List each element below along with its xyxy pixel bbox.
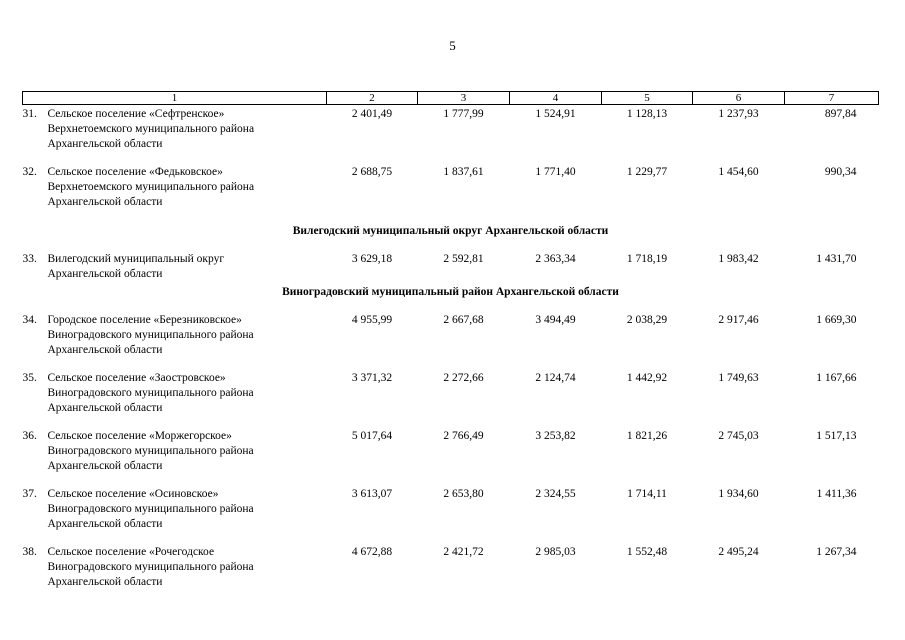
value-cell: 1 237,93	[718, 108, 759, 120]
section-heading: Вилегодский муниципальный округ Архангельской области	[292, 225, 609, 237]
value-cell: 1 749,63	[718, 372, 759, 384]
table-row	[23, 487, 879, 545]
value-cell: 1 167,66	[816, 372, 857, 384]
column-header: 2	[327, 92, 418, 105]
value-cell: 2 038,29	[626, 314, 668, 326]
value-cell: 1 714,11	[627, 488, 667, 500]
settlement-cell	[23, 371, 327, 429]
settlement-cell	[23, 165, 327, 223]
section-heading-row	[23, 284, 879, 313]
table-row	[23, 429, 879, 487]
settlement-cell	[23, 313, 327, 371]
value-cell: 3 494,49	[535, 314, 576, 326]
table-row	[23, 545, 879, 603]
value-cell: 4 672,88	[351, 546, 393, 558]
table-row	[23, 165, 879, 223]
value-cell: 1 837,61	[443, 166, 484, 178]
settlement-cell	[23, 252, 327, 284]
value-cell: 2 653,80	[443, 488, 484, 500]
value-cell: 1 552,48	[626, 546, 668, 558]
value-cell: 1 983,42	[718, 253, 759, 265]
column-header: 5	[602, 92, 693, 105]
row-number: 36.	[22, 430, 37, 442]
value-cell: 3 371,32	[351, 372, 393, 384]
value-cell: 1 934,60	[718, 488, 759, 500]
value-cell: 2 124,74	[535, 372, 576, 384]
column-number-row	[23, 92, 879, 105]
settlement-name: Вилегодский муниципальный округ Архангельской области	[47, 253, 225, 280]
value-cell: 1 431,70	[816, 253, 857, 265]
value-cell: 1 777,99	[443, 108, 484, 120]
value-cell: 2 667,68	[443, 314, 484, 326]
value-cell: 2 421,72	[443, 546, 484, 558]
settlement-name: Сельское поселение «Федьковское» Верхнетоемского муниципального района Архангельской области	[47, 166, 255, 208]
settlement-name: Сельское поселение «Моржегорское» Виноградовского муниципального района Архангельской области	[47, 430, 254, 472]
value-cell: 1 718,19	[626, 253, 668, 265]
table-row	[23, 105, 879, 166]
value-cell: 2 495,24	[718, 546, 759, 558]
value-cell: 2 272,66	[443, 372, 484, 384]
row-number: 31.	[22, 108, 37, 120]
value-cell: 2 592,81	[443, 253, 484, 265]
value-cell: 2 401,49	[351, 108, 393, 120]
value-cell: 1 821,26	[626, 430, 668, 442]
value-cell: 3 613,07	[351, 488, 393, 500]
value-cell: 1 669,30	[816, 314, 857, 326]
column-header: 6	[693, 92, 785, 105]
section-heading-row	[23, 223, 879, 252]
value-cell: 3 253,82	[535, 430, 576, 442]
value-cell: 990,34	[824, 166, 857, 178]
settlement-name: Сельское поселение «Осиновское» Виноградовского муниципального района Архангельской области	[47, 488, 254, 530]
settlement-name: Сельское поселение «Заостровское» Виноградовского муниципального района Архангельской области	[47, 372, 254, 414]
value-cell: 2 688,75	[351, 166, 393, 178]
table-row	[23, 313, 879, 371]
row-number: 37.	[22, 488, 37, 500]
value-cell: 1 454,60	[718, 166, 759, 178]
value-cell: 4 955,99	[351, 314, 393, 326]
settlement-cell	[23, 545, 327, 603]
row-number: 32.	[22, 166, 37, 178]
value-cell: 2 985,03	[535, 546, 576, 558]
row-number: 33.	[22, 253, 37, 265]
column-header: 7	[785, 92, 879, 105]
settlement-cell	[23, 429, 327, 487]
value-cell: 1 411,36	[816, 488, 857, 500]
value-cell: 1 524,91	[535, 108, 576, 120]
column-header: 1	[23, 92, 327, 105]
column-header: 4	[510, 92, 602, 105]
value-cell: 1 128,13	[626, 108, 668, 120]
settlement-cell	[23, 105, 327, 166]
table-row	[23, 371, 879, 429]
page-number: 5	[449, 38, 456, 53]
value-cell: 1 267,34	[816, 546, 857, 558]
value-cell: 2 745,03	[718, 430, 759, 442]
value-cell: 2 324,55	[535, 488, 576, 500]
settlement-name: Сельское поселение «Рочегодское Виноградовского муниципального района Архангельской области	[47, 546, 254, 588]
value-cell: 1 517,13	[816, 430, 857, 442]
settlement-cell	[23, 487, 327, 545]
value-cell: 5 017,64	[351, 430, 393, 442]
value-cell: 3 629,18	[351, 253, 393, 265]
row-number: 38.	[22, 546, 37, 558]
table-row	[23, 252, 879, 284]
settlement-name: Сельское поселение «Сефтренское» Верхнетоемского муниципального района Архангельской области	[47, 108, 255, 150]
value-cell: 2 917,46	[718, 314, 759, 326]
value-cell: 1 442,92	[626, 372, 668, 384]
column-header: 3	[418, 92, 510, 105]
row-number: 35.	[22, 372, 37, 384]
value-cell: 2 363,34	[535, 253, 576, 265]
value-cell: 897,84	[824, 108, 857, 120]
section-heading: Виноградовский муниципальный район Архангельской области	[282, 286, 619, 298]
value-cell: 2 766,49	[443, 430, 484, 442]
value-cell: 1 771,40	[535, 166, 576, 178]
row-number: 34.	[22, 314, 37, 326]
value-cell: 1 229,77	[626, 166, 668, 178]
data-table	[22, 91, 879, 603]
settlement-name: Городское поселение «Березниковское» Виноградовского муниципального района Архангельской области	[47, 314, 254, 356]
